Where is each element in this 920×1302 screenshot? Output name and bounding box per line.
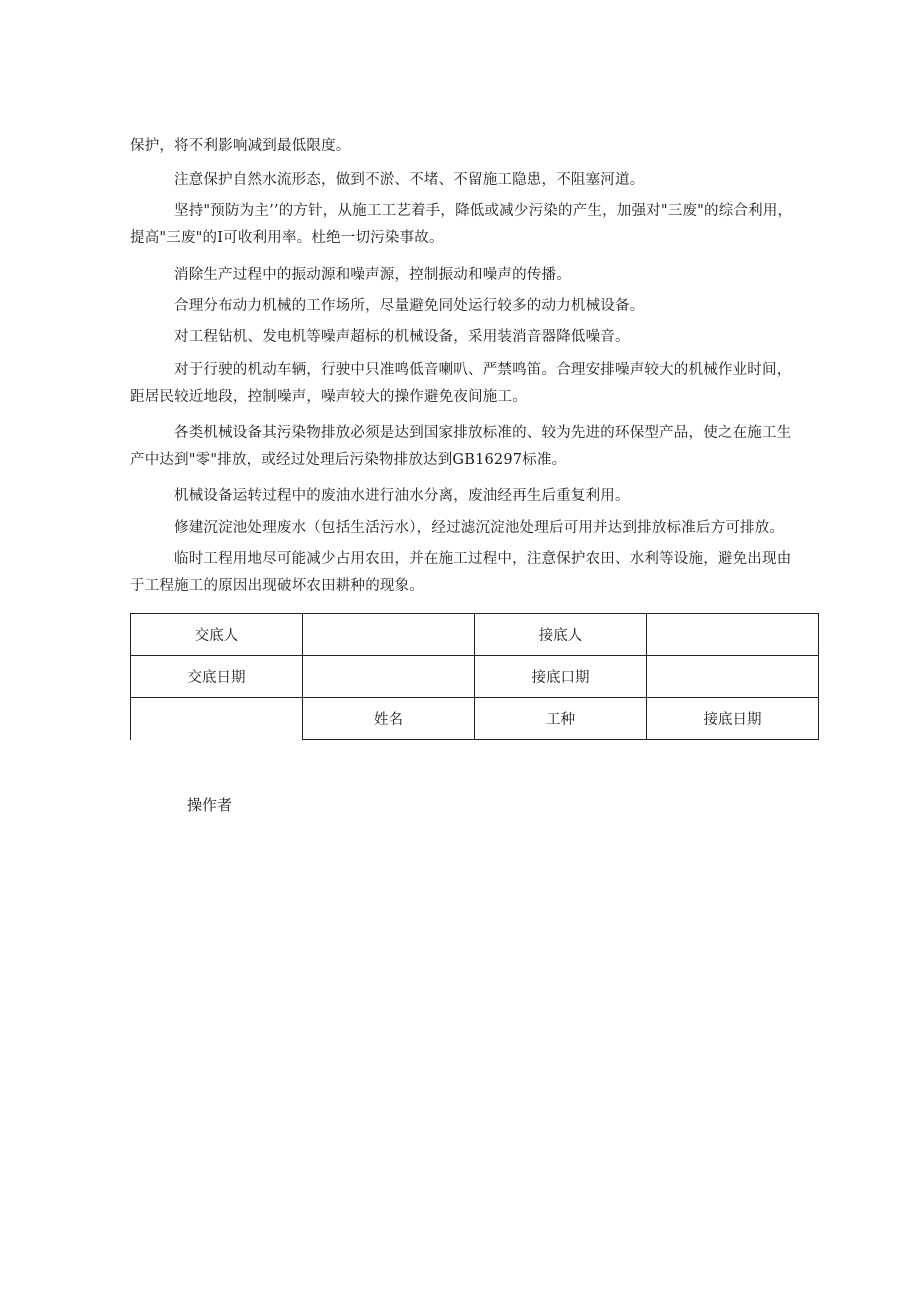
paragraph-line: 产中达到"零"排放，或经过处理后污染物排放达到GB16297标准。: [130, 452, 567, 468]
handover-person-value: [303, 614, 475, 656]
paragraph-line: 注意保护自然水流形态，做到不淤、不堵、不留施工隐患，不阻塞河道。: [174, 172, 645, 188]
paragraph-line: 坚持"预防为主’’的方针，从施工工艺着手，降低或减少污染的产生，加强对"三废"的综合利用，: [174, 203, 793, 219]
paragraph-10: [130, 515, 820, 542]
paragraph-line: 修建沉淀池处理废水（包括生活污水），经过滤沉淀池处理后可用并达到排放标准后方可排放。: [174, 520, 785, 536]
handover-table: [130, 613, 819, 740]
receiver-date-label: 接底口期: [475, 656, 647, 698]
name-header: 姓名: [303, 698, 475, 740]
paragraph-6: [130, 324, 820, 351]
handover-person-label: 交底人: [131, 614, 303, 656]
paragraph-line: 消除生产过程中的振动源和噪声源，控制振动和噪声的传播。: [174, 267, 571, 283]
paragraph-2: [130, 167, 820, 194]
paragraph-9: [130, 483, 820, 510]
handover-date-label: 交底日期: [131, 656, 303, 698]
handover-date-value: [303, 656, 475, 698]
paragraph-line: 于工程施工的原因出现破坏农田耕种的现象。: [130, 578, 424, 594]
paragraph-line: 各类机械设备其污染物排放必须是达到国家排放标准的、较为先进的环保型产品，使之在施工生: [174, 425, 792, 441]
receiver-person-value: [647, 614, 819, 656]
paragraph-line: 距居民较近地段，控制噪声，噪声较大的操作避免夜间施工。: [130, 389, 527, 405]
operator-label: 操作者: [187, 796, 233, 814]
receiver-date-value: [647, 656, 819, 698]
paragraph-line: 对于行驶的机动车辆，行驶中只准鸣低音喇叭、严禁鸣笛。合理安排噪声较大的机械作业时间，: [174, 362, 792, 378]
table-row: [131, 614, 819, 656]
table-row: [131, 656, 819, 698]
paragraph-line: 提高"三废"的I可收利用率。杜绝一切污染事故。: [130, 230, 444, 246]
paragraph-line: 对工程钻机、发电机等噪声超标的机械设备，采用装消音器降低噪音。: [174, 329, 630, 345]
paragraph-8: [130, 420, 820, 474]
paragraph-11: [130, 546, 820, 600]
paragraph-1: [130, 133, 820, 160]
paragraph-7: [130, 357, 820, 411]
paragraph-line: 保护，将不利影响减到最低限度。: [130, 138, 351, 154]
receipt-date-header: 接底日期: [647, 698, 819, 740]
table-row: [131, 698, 819, 740]
paragraph-5: [130, 293, 820, 320]
trade-header: 工种: [475, 698, 647, 740]
paragraph-line: 合理分布动力机械的工作场所，尽量避免同处运行较多的动力机械设备。: [174, 298, 645, 314]
paragraph-4: [130, 262, 820, 289]
operator-blank-cell: [131, 698, 303, 740]
paragraph-line: 临时工程用地尽可能减少占用农田，并在施工过程中，注意保护农田、水利等设施，避免出现由: [174, 551, 792, 567]
paragraph-3: [130, 198, 820, 252]
receiver-person-label: 接底人: [475, 614, 647, 656]
paragraph-line: 机械设备运转过程中的废油水进行油水分离，废油经再生后重复利用。: [174, 488, 630, 504]
